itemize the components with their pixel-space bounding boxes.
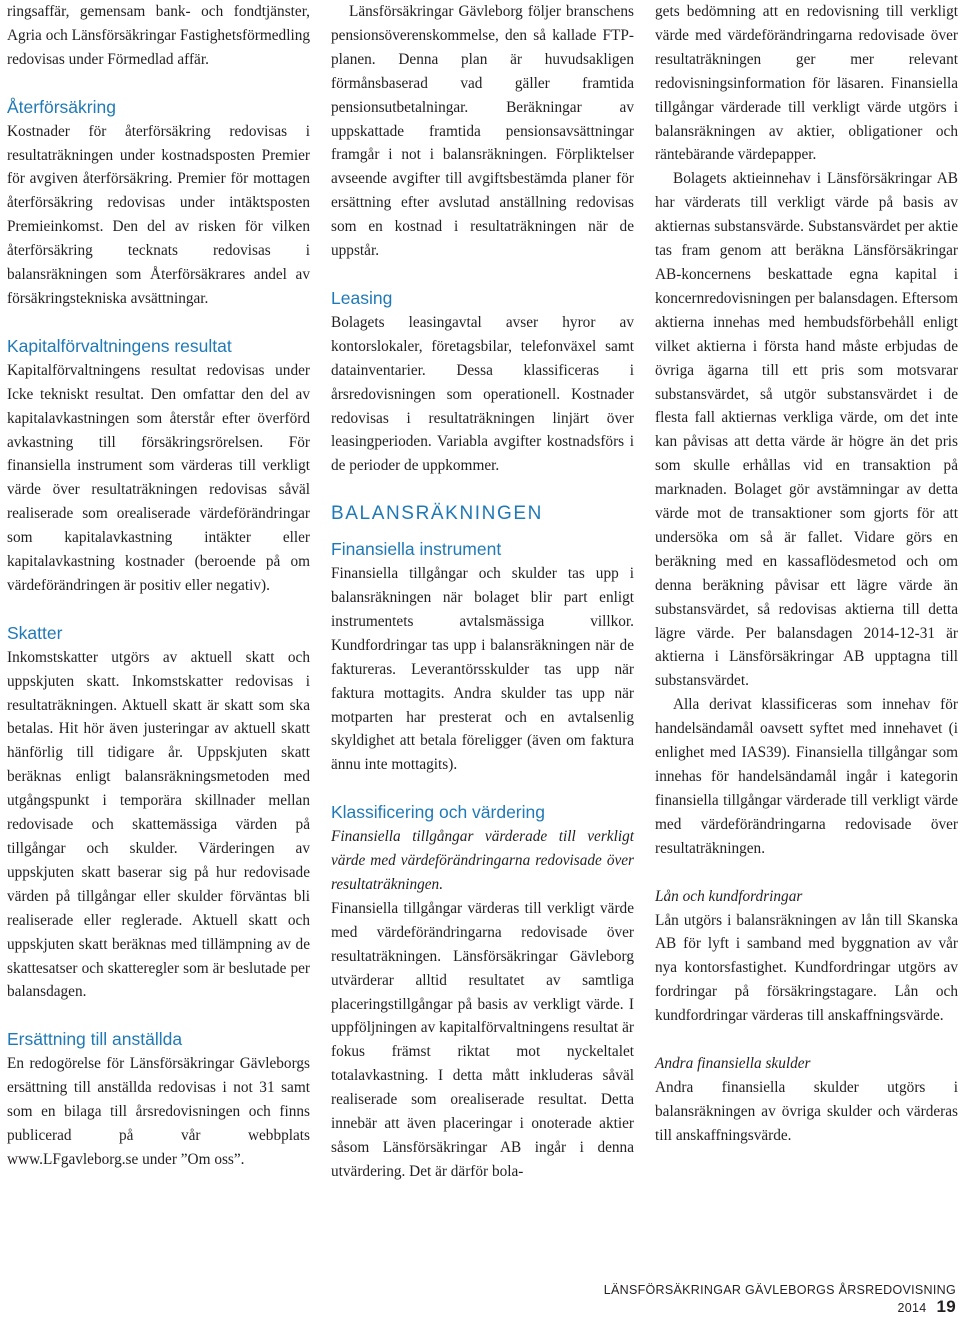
- paragraph-classification: Finansiella tillgångar värderas till verkligt värde med värdeförändringarna redovisade över resultaträkningen. Länsförsäkringar Gävleborg utvärderar alltid resultatet av samtliga placeringstillgångar på basis av verkligt värde. I uppföljningen av kapitalförvaltningens resultat är fokus främst riktat mot nyckeltalet totalavkastning. I detta mått inkluderas såväl realiserade som orealiserade resultat. Detta innebär att även placeringar i onoterade aktier såsom Länsförsäkringar AB ingår i denna utvärdering. Det är därför bola-: [331, 899, 634, 1180]
- page-footer: [560, 1283, 956, 1317]
- heading-classification: Klassificering och värdering: [331, 802, 545, 823]
- paragraph-fair-value-continued: gets bedömning att en redovisning till verkligt värde med värdeförändringarna redovisade över resultaträkningen ger mer relevant redovisningsinformation för läsaren. Finansiella tillgångar värderade till verkligt värde utgörs i balansräkningen av aktier, obligationer och räntebärande värdepapper.: [655, 3, 958, 164]
- paragraph-intro-continued: ringsaffär, gemensam bank- och fondtjänster, Agria och Länsförsäkringar Fastighetsförmedling redovisas under Förmedlad affär.: [7, 3, 310, 68]
- heading-leasing: Leasing: [331, 287, 393, 308]
- paragraph-financial-instruments: Finansiella tillgångar och skulder tas upp i balansräkningen när bolaget blir part enligt instrumentets avtalsmässiga villkor. Kundfordringar tas upp i balansräkningen när de faktureras. Leverantörsskulder tas upp när faktura mottagits. Andra skulder tas upp när motparten har presterat och en avtalsenlig skyldighet att betala föreligger (även om faktura ännu inte mottagits).: [331, 565, 634, 774]
- paragraph-loans-receivables: Lån utgörs i balansräkningen av lån till Skanska AB för lyft i samband med byggnation av vår nya kontorsfastighet. Kundfordringar utgörs av fordringar på försäkringstagare. Lån och kundfordringar värderas till anskaffningsvärde.: [655, 911, 958, 1025]
- heading-employee-compensation: Ersättning till anställda: [7, 1029, 183, 1050]
- paragraph-other-liabilities: Andra finansiella skulder utgörs i balansräkningen av övriga skulder och värderas till anskaffningsvärde.: [655, 1078, 958, 1144]
- heading-financial-instruments: Finansiella instrument: [331, 539, 502, 560]
- heading-investment-result: Kapitalförvaltningens resultat: [7, 335, 232, 356]
- heading-taxes: Skatter: [7, 622, 63, 643]
- subheading-fair-value: Finansiella tillgångar värderade till verkligt värde med värdeförändringarna redovisade över resultaträkningen.: [331, 828, 634, 893]
- page-number: 19: [936, 1297, 956, 1316]
- paragraph-pension: Länsförsäkringar Gävleborg följer branschens pensionsöverenskommelse, den så kallade FTP-planen. Denna plan är huvudsakligen förmånsbaserad vad gäller framtida pensionsutbetalningar. Beräkningar av uppskattade framtida pensionsavsättningar framgår i not i balansräkningen. Förpliktelser avseende avgifter till avgiftsbestämda planer för ersättning efter avslutad anställning redovisas som en kostnad i resultaträkningen när de uppstår.: [331, 3, 634, 260]
- paragraph-leasing: Bolagets leasingavtal avser hyror av kontorslokaler, företagsbilar, telefonväxel samt datainventarier. Dessa klassificeras i årsredovisningen som operationell. Kostnader redovisas i resultaträkningen linjärt över leasingperioden. Variabla avgifter kostnadsförs i de perioder de uppkommer.: [331, 313, 634, 475]
- paragraph-taxes: Inkomstskatter utgörs av aktuell skatt och uppskjuten skatt. Inkomstskatter redovisas i resultaträkningen. Aktuell skatt är skatt som ska betalas. Hit hör även justeringar av aktuell skatt hänförlig till tidigare år. Uppskjuten skatt beräknas enligt balansräkningsmetoden med utgångspunkt i temporära skillnader mellan redovisade och skattemässiga värden på tillgångar och skulder. Värderingen av uppskjuten skatt baserar sig på hur redovisade värden på tillgångar eller skulder förväntas bli realiserade eller reglerade. Aktuell skatt och uppskjuten skatt beräknas med tillämpning av de skattesatser och skatteregler som är beslutade per balansdagen.: [7, 648, 310, 1001]
- section-heading-balance-sheet: BALANSRÄKNINGEN: [331, 503, 543, 525]
- heading-reinsurance: Återförsäkring: [7, 96, 116, 117]
- text-column-2: [331, 0, 634, 1184]
- paragraph-share-holding: Bolagets aktieinnehav i Länsförsäkringar AB har värderats till verkligt värde på basis av aktiernas substansvärde. Substansvärdet per aktie tas fram genom att beräkna Länsförsäkringar AB-koncernens beskattade egna kapital i koncernredovisningen per balansdagen. Eftersom aktierna innehas med hembudsförbehåll enligt vilket aktierna i första hand måste erbjudas de övriga ägarna till ett pris som motsvarar substansvärdet, så utgör substansvärdet i de flesta fall aktiernas verkliga värde, om det inte kan påvisas att detta värde är högre än det pris som skulle erhållas vid en transaktion på marknaden. Bolaget gör avstämningar av detta värde mot de transaktioner som gjorts för att undersöka om så är fallet. Vidare görs en beräkning med en kassaflödesmetod och om denna beräkning påvisar ett lägre värde än substansvärdet, så redovisas aktierna till detta lägre värde. Per balansdagen 2014-12-31 är aktierna i Länsförsäkringar AB upptagna till substansvärdet.: [655, 170, 958, 690]
- paragraph-derivatives: Alla derivat klassificeras som innehav för handelsändamål oavsett syftet med innehavet (i enlighet med IAS39). Finansiella tillgångar som innehas för handelsändamål ingår i kategorin finansiella tillgångar värderade till verkligt värde med värdeförändringarna redovisade över resultaträkningen.: [655, 696, 958, 857]
- footer-publication-title: LÄNSFÖRSÄKRINGAR GÄVLEBORGS ÅRSREDOVISNING 2014: [603, 1283, 956, 1315]
- paragraph-reinsurance: Kostnader för återförsäkring redovisas i resultaträkningen under kostnadsposten Premier för avgiven återförsäkring. Premier för mottagen återförsäkring redovisas under intäktsposten Premieinkomst. Den del av risken för vilken återförsäkring tecknats redovisas i balansräkningen som Återförsäkrares andel av försäkringstekniska avsättningar.: [7, 122, 310, 307]
- subheading-other-liabilities: Andra finansiella skulder: [655, 1055, 811, 1073]
- paragraph-investment-result: Kapitalförvaltningens resultat redovisas under Icke tekniskt resultat. Den omfattar den del av kapitalavkastningen som återstår efter överförd avkastning till försäkringsrörelsen. För finansiella instrument som värderas till verkligt värde över resultaträkningen redovisas såväl realiserade som orealiserade värdeförändringar som kapitalavkastning intäkter eller kapitalavkastning kostnader (beroende på om värdeförändringen är positiv eller negativ).: [7, 361, 310, 594]
- text-column-1: [7, 0, 310, 1172]
- paragraph-employee-compensation: En redogörelse för Länsförsäkringar Gävleborgs ersättning till anställda redovisas i not 31 samt som en bilaga till årsredovisningen och finns publicerad på vår webbplats www.LFgavleborg.se under ”Om oss”.: [7, 1055, 310, 1168]
- text-column-3: [655, 0, 958, 1148]
- subheading-loans-receivables: Lån och kundfordringar: [655, 887, 803, 905]
